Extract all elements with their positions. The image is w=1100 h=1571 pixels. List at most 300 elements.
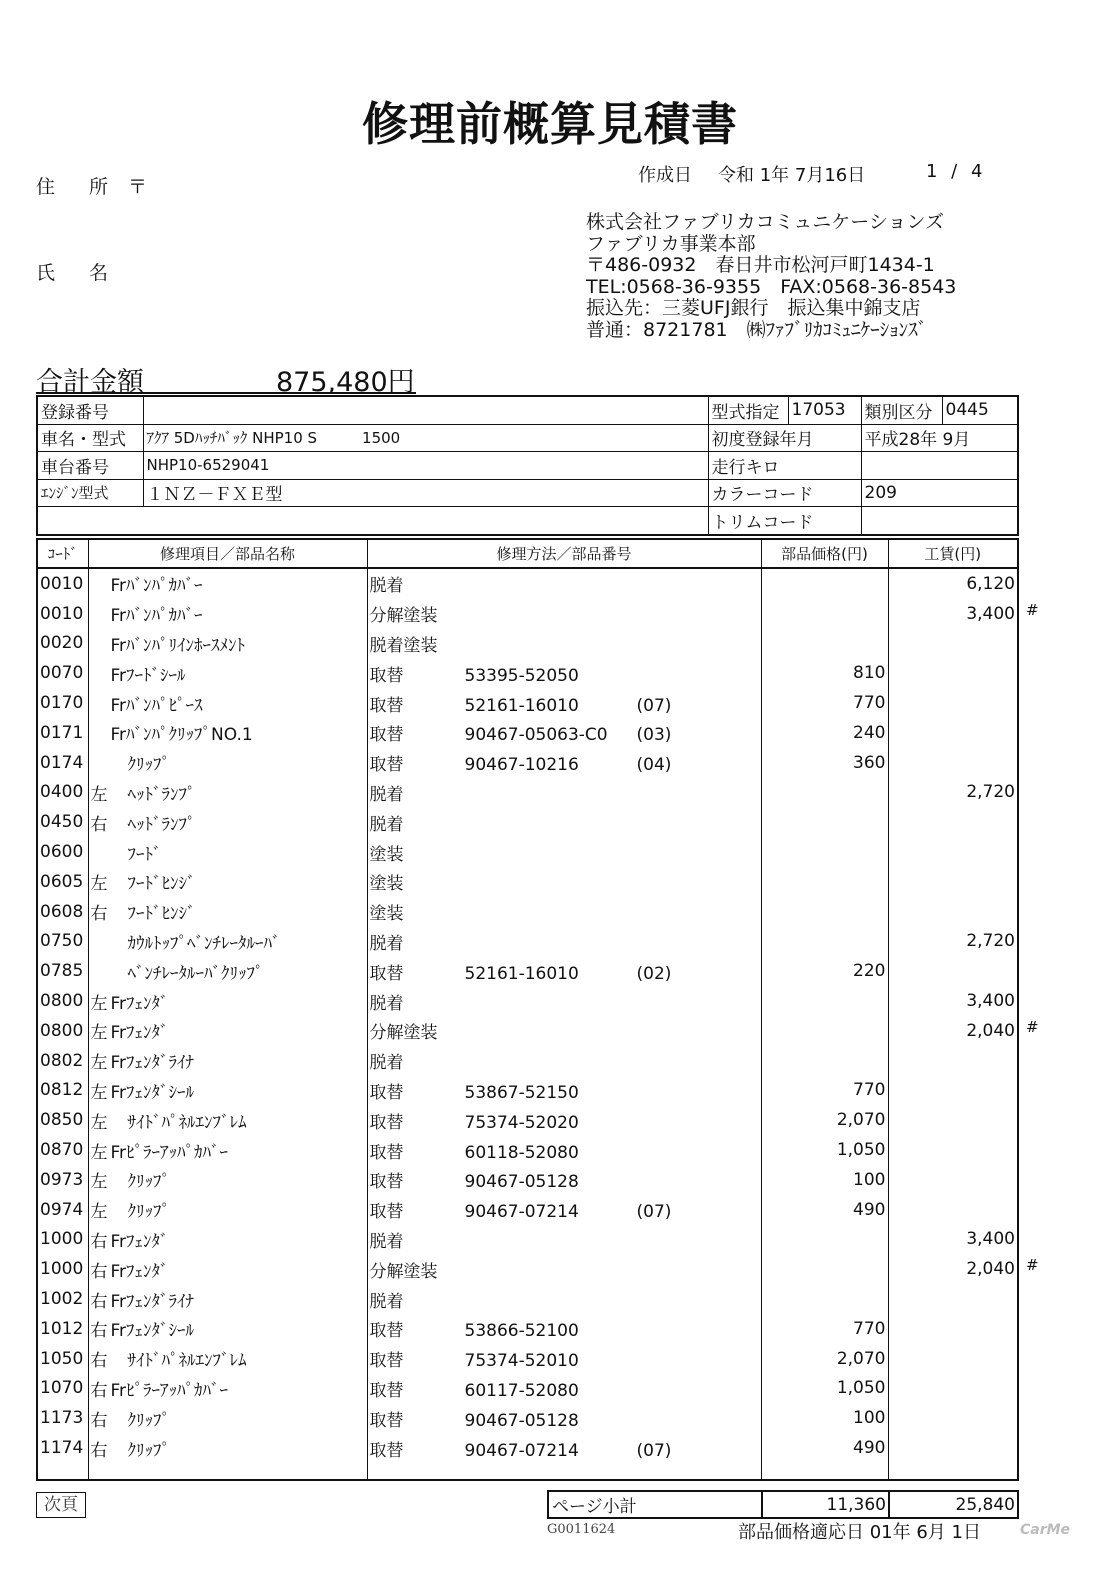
- row-method-cell: [367, 986, 761, 1016]
- chassis-value: NHP10-6529041: [143, 452, 708, 480]
- table-row: [37, 1284, 1018, 1314]
- row-method: 塗装: [369, 904, 404, 925]
- row-method: 脱着: [369, 814, 404, 835]
- row-method-cell: [367, 1314, 761, 1344]
- trim-label: トリムコード: [708, 507, 861, 535]
- created-label: 作成日: [638, 165, 692, 186]
- row-part-number: 60118-52080: [464, 1142, 579, 1163]
- row-item: [88, 1374, 367, 1404]
- subtotal-label: ページ小計: [548, 1491, 762, 1518]
- row-code: 0974: [37, 1195, 88, 1225]
- table-row: [37, 658, 1018, 688]
- row-method-cell: [367, 599, 761, 629]
- row-item: [88, 778, 367, 808]
- row-part-number: 52161-16010: [464, 963, 579, 984]
- row-price: [761, 986, 888, 1016]
- row-part-name: Frﾌｪﾝﾀﾞﾗｲﾅ: [110, 1053, 195, 1074]
- row-method: 塗装: [369, 874, 404, 895]
- total-underline: [36, 392, 416, 394]
- row-side: 右: [90, 1380, 108, 1401]
- row-item: [88, 1195, 367, 1225]
- row-side: 右: [90, 904, 108, 925]
- row-mark: #: [1026, 1018, 1039, 1036]
- row-code: 0170: [37, 688, 88, 718]
- row-part-name: Frﾌｪﾝﾀﾞ: [110, 1231, 169, 1252]
- row-price: [761, 599, 888, 629]
- row-method-cell: [367, 688, 761, 718]
- row-labor: [888, 1165, 1018, 1195]
- subtotal-labor: 25,840: [889, 1491, 1018, 1518]
- row-price: [761, 837, 888, 867]
- table-row: [37, 1105, 1018, 1135]
- chassis-label: 車台番号: [37, 452, 143, 480]
- row-method: 取替: [369, 755, 404, 776]
- table-row: [37, 629, 1018, 659]
- row-side: 左: [90, 1053, 108, 1074]
- subtotal-price: 11,360: [762, 1491, 889, 1518]
- row-price: 220: [761, 956, 888, 986]
- row-side: 右: [90, 1231, 108, 1252]
- row-labor: 3,400: [888, 599, 1018, 629]
- row-code: 0600: [37, 837, 88, 867]
- row-method-cell: [367, 629, 761, 659]
- row-code: 0785: [37, 956, 88, 986]
- row-price: [761, 897, 888, 927]
- row-code: 1002: [37, 1284, 88, 1314]
- row-method-cell: [367, 1225, 761, 1255]
- row-labor: 6,120: [888, 568, 1018, 599]
- row-method-cell: [367, 1254, 761, 1284]
- table-row: [37, 1165, 1018, 1195]
- table-row: [37, 1254, 1018, 1284]
- row-part-name: Frﾌｪﾝﾀﾞ: [110, 1261, 169, 1282]
- row-item: [88, 718, 367, 748]
- row-item: [88, 568, 367, 599]
- row-item: [88, 599, 367, 629]
- row-quantity: (07): [636, 1440, 672, 1461]
- row-price: [761, 867, 888, 897]
- company-line: 株式会社ファブリカコミュニケーションズ: [586, 211, 944, 233]
- row-labor: [888, 807, 1018, 837]
- row-price: [761, 1016, 888, 1046]
- total-value: 875,480円: [276, 367, 415, 398]
- row-side: 左: [90, 784, 108, 805]
- row-quantity: (03): [636, 725, 672, 746]
- col-header-method: 修理方法／部品番号: [367, 539, 761, 568]
- row-labor: [888, 1314, 1018, 1344]
- row-method-cell: [367, 927, 761, 957]
- row-side: 左: [90, 1112, 108, 1133]
- table-row: [37, 718, 1018, 748]
- model-spec-label: 型式指定: [708, 396, 788, 424]
- row-labor: [888, 1374, 1018, 1404]
- company-line: ファブリカ事業本部: [586, 232, 756, 255]
- row-price: 2,070: [761, 1105, 888, 1135]
- row-part-name: Frﾊﾞﾝﾊﾟｶﾊﾞｰ: [110, 606, 203, 627]
- row-method-cell: [367, 1195, 761, 1225]
- row-price: 810: [761, 658, 888, 688]
- row-code: 1173: [37, 1403, 88, 1433]
- row-labor: [888, 897, 1018, 927]
- row-side: 左: [90, 1202, 108, 1223]
- row-side: 右: [90, 1410, 108, 1431]
- row-method: 取替: [369, 963, 404, 984]
- table-row: [37, 807, 1018, 837]
- row-code: 0802: [37, 1046, 88, 1076]
- table-row: [37, 568, 1018, 599]
- row-labor: [888, 1076, 1018, 1106]
- row-labor: [888, 1344, 1018, 1374]
- row-item: [88, 807, 367, 837]
- row-method-cell: [367, 837, 761, 867]
- mileage-value: [861, 452, 1018, 480]
- row-price: 770: [761, 1314, 888, 1344]
- row-method-cell: [367, 748, 761, 778]
- row-method-cell: [367, 897, 761, 927]
- row-item: [88, 1284, 367, 1314]
- row-price: [761, 1284, 888, 1314]
- table-row: [37, 1195, 1018, 1225]
- row-labor: [888, 1135, 1018, 1165]
- row-method: 塗装: [369, 844, 404, 865]
- table-row: [37, 1225, 1018, 1255]
- mileage-label: 走行キロ: [708, 452, 861, 480]
- company-line: 〒486-0932 春日井市松河戸町1434-1: [586, 254, 935, 276]
- row-code: 0870: [37, 1135, 88, 1165]
- row-method: 取替: [369, 1321, 404, 1342]
- blank-cell: [37, 507, 708, 535]
- row-code: 0070: [37, 658, 88, 688]
- row-part-name: Frﾊﾞﾝﾊﾟﾘｲﾝﾎｰｽﾒﾝﾄ: [110, 635, 246, 656]
- row-part-number: 53867-52150: [464, 1082, 579, 1103]
- row-part-name: ﾌｰﾄﾞﾋﾝｼﾞ: [110, 904, 196, 925]
- row-method-cell: [367, 1076, 761, 1106]
- row-item: [88, 629, 367, 659]
- row-code: 1012: [37, 1314, 88, 1344]
- row-method-cell: [367, 778, 761, 808]
- row-part-number: 75374-52020: [464, 1112, 579, 1133]
- row-labor: 2,040: [888, 1254, 1018, 1284]
- watermark-logo: CarMe: [1020, 1522, 1071, 1538]
- table-row: [37, 1076, 1018, 1106]
- row-labor: [888, 867, 1018, 897]
- document-id: G0011624: [547, 1522, 616, 1537]
- table-row: [37, 1016, 1018, 1046]
- row-method: 取替: [369, 1142, 404, 1163]
- row-price: 1,050: [761, 1135, 888, 1165]
- row-part-name: Frﾌｪﾝﾀﾞ: [110, 1023, 169, 1044]
- row-method-cell: [367, 658, 761, 688]
- row-price: 100: [761, 1403, 888, 1433]
- row-price: [761, 629, 888, 659]
- table-row: [37, 986, 1018, 1016]
- row-price: 770: [761, 1076, 888, 1106]
- row-method-cell: [367, 1374, 761, 1404]
- class-label: 類別区分: [861, 396, 942, 424]
- color-label: カラーコード: [708, 479, 861, 507]
- row-labor: [888, 1433, 1018, 1463]
- table-row: [37, 1403, 1018, 1433]
- row-price: [761, 1225, 888, 1255]
- row-item: [88, 837, 367, 867]
- row-side: 右: [90, 814, 108, 835]
- row-part-number: 90467-05063-C0: [464, 725, 608, 746]
- row-part-name: ｸﾘｯﾌﾟ: [110, 1440, 170, 1461]
- row-labor: [888, 837, 1018, 867]
- row-labor: 2,040: [888, 1016, 1018, 1046]
- row-method: 取替: [369, 1112, 404, 1133]
- col-header-item: 修理項目／部品名称: [88, 539, 367, 568]
- row-item: [88, 986, 367, 1016]
- row-item: [88, 1433, 367, 1463]
- row-part-name: Frﾌｰﾄﾞｼｰﾙ: [110, 665, 186, 686]
- row-item: [88, 1135, 367, 1165]
- row-quantity: (07): [636, 1202, 672, 1223]
- row-price: 240: [761, 718, 888, 748]
- row-side: 左: [90, 1172, 108, 1193]
- engine-label: ｴﾝｼﾞﾝ型式: [37, 479, 143, 507]
- table-row: [37, 837, 1018, 867]
- row-item: [88, 658, 367, 688]
- row-part-name: ﾍﾞﾝﾁﾚｰﾀﾙｰﾊﾞｸﾘｯﾌﾟ: [110, 963, 264, 984]
- row-method: 分解塗装: [369, 1261, 438, 1282]
- row-price: 2,070: [761, 1344, 888, 1374]
- row-part-name: Frﾌｪﾝﾀﾞｼｰﾙ: [110, 1321, 195, 1342]
- row-method: 取替: [369, 1440, 404, 1461]
- row-item: [88, 1254, 367, 1284]
- row-part-name: ｶｳﾙﾄｯﾌﾟﾍﾞﾝﾁﾚｰﾀﾙｰﾊﾞ: [110, 933, 281, 954]
- postal-mark: 〒: [128, 176, 148, 198]
- row-method-cell: [367, 568, 761, 599]
- row-code: 0171: [37, 718, 88, 748]
- row-quantity: (07): [636, 695, 672, 716]
- row-item: [88, 897, 367, 927]
- row-labor: [888, 718, 1018, 748]
- row-code: 0973: [37, 1165, 88, 1195]
- table-row: [37, 778, 1018, 808]
- row-item: [88, 956, 367, 986]
- row-side: 左: [90, 1023, 108, 1044]
- row-price: 490: [761, 1195, 888, 1225]
- row-price: [761, 1046, 888, 1076]
- table-row: [37, 688, 1018, 718]
- reg-no-value: [143, 396, 708, 424]
- document-title: 修理前概算見積書: [362, 97, 738, 151]
- model-spec-value: 17053: [788, 396, 861, 424]
- name-label: 氏 名: [36, 262, 123, 284]
- row-quantity: (02): [636, 963, 672, 984]
- row-price: 1,050: [761, 1374, 888, 1404]
- row-method: 取替: [369, 1082, 404, 1103]
- company-line: 普通：8721781 ㈱ﾌｧﾌﾞﾘｶｺﾐｭﾆｹｰｼｮﾝｽﾞ: [586, 318, 928, 341]
- col-header-labor: 工賃(円): [888, 539, 1018, 568]
- address-label: 住 所: [36, 176, 123, 198]
- row-part-number: 90467-05128: [464, 1172, 579, 1193]
- row-method: 脱着: [369, 1053, 404, 1074]
- row-part-name: ﾍｯﾄﾞﾗﾝﾌﾟ: [110, 814, 196, 835]
- row-method: 取替: [369, 1380, 404, 1401]
- row-method: 取替: [369, 1410, 404, 1431]
- row-method: 分解塗装: [369, 1023, 438, 1044]
- row-code: 1000: [37, 1254, 88, 1284]
- row-price: [761, 1254, 888, 1284]
- row-part-name: FrﾊﾞﾝﾊﾟｸﾘｯﾌﾟNO.1: [110, 725, 253, 746]
- row-quantity: (04): [636, 755, 672, 776]
- col-header-code: ｺｰﾄﾞ: [37, 539, 88, 568]
- first-reg-value: 平成28年 9月: [861, 424, 1018, 452]
- row-price: 490: [761, 1433, 888, 1463]
- row-part-name: ｸﾘｯﾌﾟ: [110, 755, 170, 776]
- reg-no-label: 登録番号: [37, 396, 143, 424]
- table-row: [37, 1314, 1018, 1344]
- row-part-number: 90467-07214: [464, 1202, 579, 1223]
- row-labor: [888, 688, 1018, 718]
- row-method-cell: [367, 1403, 761, 1433]
- repair-items-table: [36, 538, 1019, 1481]
- row-code: 0608: [37, 897, 88, 927]
- row-method: 取替: [369, 1351, 404, 1372]
- row-price: [761, 927, 888, 957]
- row-side: 右: [90, 1261, 108, 1282]
- row-method-cell: [367, 1344, 761, 1374]
- table-row: [37, 1135, 1018, 1165]
- next-page-box: 次頁: [36, 1492, 86, 1518]
- row-price: 100: [761, 1165, 888, 1195]
- row-labor: [888, 748, 1018, 778]
- table-row: [37, 1374, 1018, 1404]
- row-method-cell: [367, 867, 761, 897]
- row-part-name: ｸﾘｯﾌﾟ: [110, 1202, 170, 1223]
- table-row: [37, 927, 1018, 957]
- table-row: [37, 897, 1018, 927]
- row-labor: [888, 1284, 1018, 1314]
- row-item: [88, 748, 367, 778]
- row-code: 0174: [37, 748, 88, 778]
- class-value: 0445: [942, 396, 1018, 424]
- row-price: 770: [761, 688, 888, 718]
- row-code: 1000: [37, 1225, 88, 1255]
- table-row: [37, 1344, 1018, 1374]
- row-code: 0850: [37, 1105, 88, 1135]
- color-value: 209: [861, 479, 1018, 507]
- row-part-name: ﾍｯﾄﾞﾗﾝﾌﾟ: [110, 784, 196, 805]
- table-row: [37, 599, 1018, 629]
- row-part-name: ｸﾘｯﾌﾟ: [110, 1410, 170, 1431]
- row-code: 0812: [37, 1076, 88, 1106]
- row-method: 脱着塗装: [369, 635, 438, 656]
- row-method: 脱着: [369, 576, 404, 597]
- row-item: [88, 1105, 367, 1135]
- row-side: 左: [90, 1082, 108, 1103]
- row-code: 0605: [37, 867, 88, 897]
- table-row: [37, 1433, 1018, 1463]
- row-labor: 2,720: [888, 778, 1018, 808]
- row-part-name: Frﾌｪﾝﾀﾞ: [110, 993, 169, 1014]
- row-side: 右: [90, 1291, 108, 1312]
- subtotal-table: [547, 1490, 1019, 1519]
- row-part-number: 52161-16010: [464, 695, 579, 716]
- row-item: [88, 1016, 367, 1046]
- row-method: 分解塗装: [369, 606, 438, 627]
- page-number: 1 / 4: [926, 161, 987, 182]
- row-method: 脱着: [369, 1231, 404, 1252]
- row-code: 0750: [37, 927, 88, 957]
- row-price: [761, 568, 888, 599]
- row-part-name: Frﾋﾟﾗｰｱｯﾊﾟｶﾊﾞｰ: [110, 1380, 229, 1401]
- row-labor: [888, 1046, 1018, 1076]
- row-side: 左: [90, 1142, 108, 1163]
- row-code: 0800: [37, 986, 88, 1016]
- row-item: [88, 1225, 367, 1255]
- row-method-cell: [367, 1433, 761, 1463]
- row-labor: 2,720: [888, 927, 1018, 957]
- row-item: [88, 688, 367, 718]
- row-item: [88, 867, 367, 897]
- row-part-number: 60117-52080: [464, 1380, 579, 1401]
- row-code: 0020: [37, 629, 88, 659]
- row-method: 取替: [369, 695, 404, 716]
- col-header-price: 部品価格(円): [761, 539, 888, 568]
- row-method-cell: [367, 1105, 761, 1135]
- row-labor: [888, 1195, 1018, 1225]
- row-side: 右: [90, 1351, 108, 1372]
- row-method: 取替: [369, 665, 404, 686]
- row-mark: #: [1026, 600, 1039, 619]
- row-code: 0800: [37, 1016, 88, 1046]
- car-name-value: ｱｸｱ 5Dﾊｯﾁﾊﾞｯｸ NHP10 S 1500: [143, 424, 708, 452]
- row-labor: [888, 1105, 1018, 1135]
- row-price: 360: [761, 748, 888, 778]
- company-line: 振込先：三菱UFJ銀行 振込集中錦支店: [586, 297, 921, 319]
- trim-value: [861, 507, 1018, 535]
- row-part-number: 75374-52010: [464, 1351, 579, 1372]
- row-method-cell: [367, 807, 761, 837]
- row-method: 脱着: [369, 1291, 404, 1312]
- row-item: [88, 1344, 367, 1374]
- row-part-number: 53395-52050: [464, 665, 579, 686]
- row-part-number: 90467-10216: [464, 755, 579, 776]
- row-side: 左: [90, 874, 108, 895]
- row-side: 右: [90, 1321, 108, 1342]
- row-labor: [888, 629, 1018, 659]
- row-method-cell: [367, 1016, 761, 1046]
- row-method-cell: [367, 1135, 761, 1165]
- row-method: 脱着: [369, 784, 404, 805]
- row-code: 0450: [37, 807, 88, 837]
- row-labor: 3,400: [888, 1225, 1018, 1255]
- table-filler-row: [37, 1463, 1018, 1480]
- row-labor: [888, 956, 1018, 986]
- row-item: [88, 1046, 367, 1076]
- row-part-name: ﾌｰﾄﾞﾋﾝｼﾞ: [110, 874, 196, 895]
- row-part-name: ﾌｰﾄﾞ: [110, 844, 162, 865]
- row-part-name: ｸﾘｯﾌﾟ: [110, 1172, 170, 1193]
- table-body: [37, 568, 1018, 1480]
- created-date: 令和 1年 7月16日: [718, 165, 866, 186]
- price-date: 部品価格適応日 01年 6月 1日: [738, 1522, 981, 1543]
- row-code: 1070: [37, 1374, 88, 1404]
- row-side: 左: [90, 993, 108, 1014]
- row-part-number: 90467-05128: [464, 1410, 579, 1431]
- row-part-name: Frﾋﾟﾗｰｱｯﾊﾟｶﾊﾞｰ: [110, 1142, 229, 1163]
- row-labor: [888, 1403, 1018, 1433]
- table-row: [37, 748, 1018, 778]
- row-method: 脱着: [369, 933, 404, 954]
- row-method: 取替: [369, 725, 404, 746]
- row-labor: [888, 658, 1018, 688]
- car-name-label: 車名・型式: [37, 424, 143, 452]
- row-part-number: 53866-52100: [464, 1321, 579, 1342]
